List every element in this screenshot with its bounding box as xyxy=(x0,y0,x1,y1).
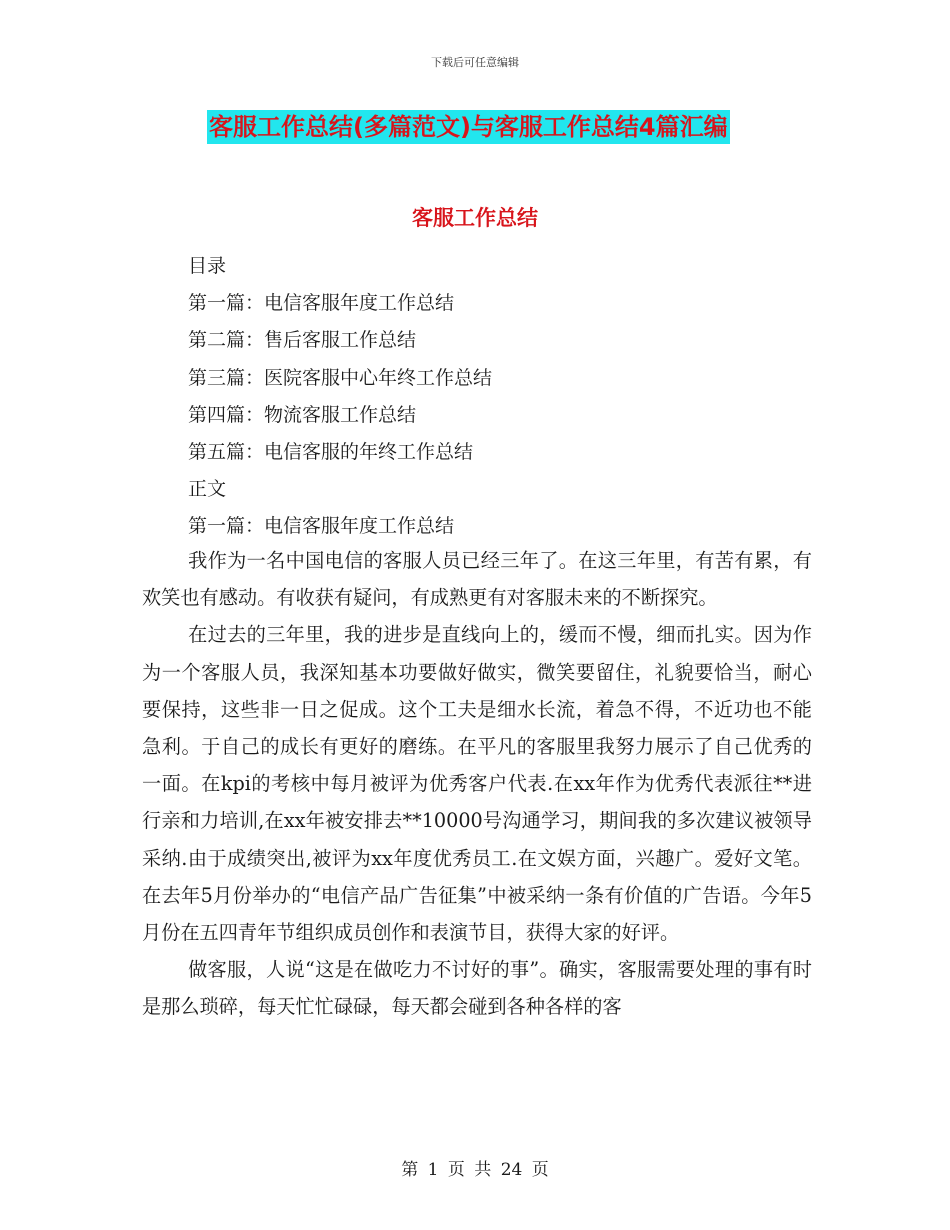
toc-item: 第二篇：售后客服工作总结 xyxy=(188,329,417,352)
toc-heading: 目录 xyxy=(188,255,227,277)
paragraph: 我作为一名中国电信的客服人员已经三年了。在这三年里，有苦有累，有欢笑也有感动。有收获有疑问，有成熟更有对客服未来的不断探究。 xyxy=(142,549,812,610)
toc-item: 第三篇：医院客服中心年终工作总结 xyxy=(188,366,493,389)
toc-item: 第一篇：电信客服年度工作总结 xyxy=(188,292,455,315)
section-title: 客服工作总结 xyxy=(412,206,538,230)
first-section-heading: 第一篇：电信客服年度工作总结 xyxy=(188,515,455,538)
paragraph: 做客服，人说“这是在做吃力不讨好的事”。确实，客服需要处理的事有时是那么琐碎，每天忙忙碌碌，每天都会碰到各种各样的客 xyxy=(142,958,812,1019)
document-main-title: 客服工作总结(多篇范文)与客服工作总结4篇汇编 xyxy=(207,110,730,144)
toc-item: 第四篇：物流客服工作总结 xyxy=(188,403,417,426)
header-note: 下载后可任意编辑 xyxy=(431,56,519,69)
body-label: 正文 xyxy=(188,478,227,501)
paragraph: 在过去的三年里，我的进步是直线向上的，缓而不慢，细而扎实。因为作为一个客服人员，我深知基本功要做好做实，微笑要留住，礼貌要恰当，耐心要保持，这些非一日之促成。这个工夫是细水长流，着急不得，不近功也不能急利。于自己的成长有更好的磨练。在平凡的客服里我努力展示了自己优秀的一面。在kpi的考核中每月被评为优秀客户代表.在xx年作为优秀代表派往**进行亲和力培训,在xx年被安排去**10000号沟通学习，期间我的多次建议被领导采纳.由于成绩突出,被评为xx年度优秀员工.在文娱方面，兴趣广。爱好文笔。在去年5月份举办的“电信产品广告征集”中被采纳一条有价值的广告语。今年5月份在五四青年节组织成员创作和表演节目，获得大家的好评。 xyxy=(142,623,812,945)
body-text xyxy=(142,542,812,1026)
toc-item: 第五篇：电信客服的年终工作总结 xyxy=(188,440,474,463)
table-of-contents xyxy=(188,248,492,546)
page-footer: 第 1 页 共 24 页 xyxy=(401,1160,549,1180)
